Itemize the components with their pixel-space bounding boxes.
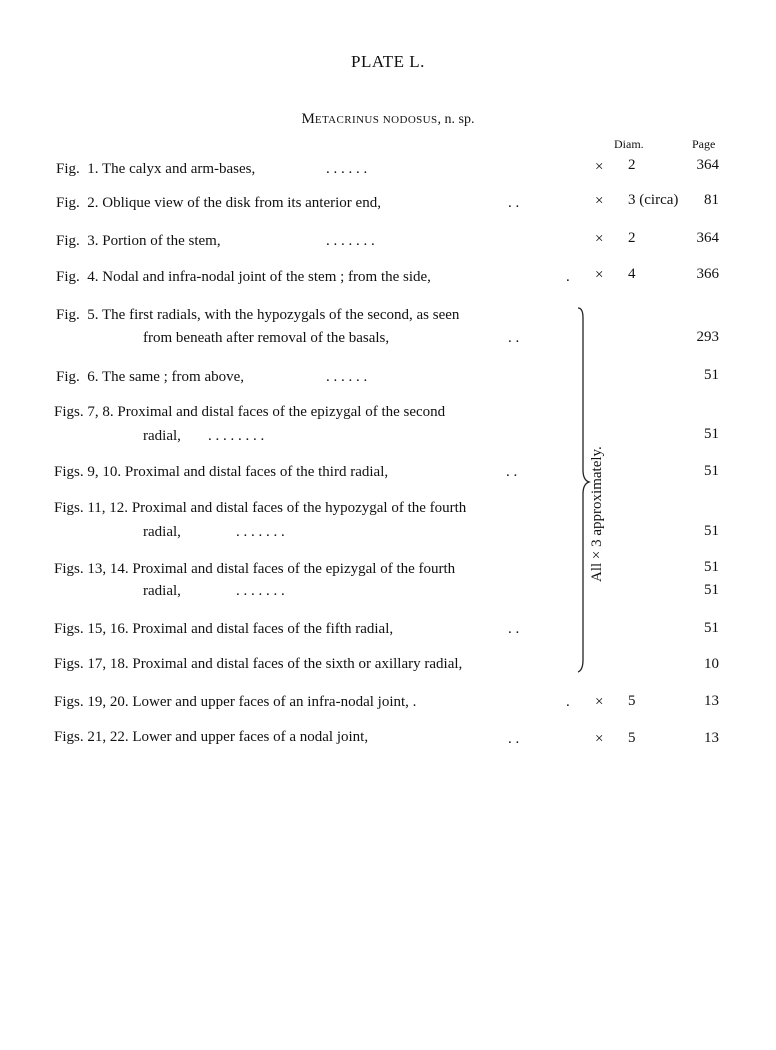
fig-description: Proximal and distal faces of the fifth radial,: [132, 621, 394, 637]
page-number: 51: [704, 620, 719, 636]
fig-description: Proximal and distal faces of the third radial,: [124, 464, 389, 480]
fig-number: 9, 10.: [87, 464, 122, 480]
leader-dots: . . . . . . .: [236, 583, 285, 599]
fig-label: Figs.: [54, 656, 84, 672]
fig-description: The calyx and arm-bases,: [102, 161, 256, 177]
genus-initial: M: [301, 111, 315, 127]
diameter-value: 2: [628, 157, 636, 173]
fig-description: Oblique view of the disk from its anterior end,: [102, 195, 381, 211]
fig-number: 4.: [87, 269, 99, 285]
bracket-note: All × 3 approximately.: [589, 446, 605, 582]
fig-number: 11, 12.: [87, 500, 129, 516]
fig-label: Fig.: [56, 307, 80, 323]
fig-label: Figs.: [54, 404, 84, 420]
diameter-value: 4: [628, 266, 636, 282]
fig-description-continued: radial,: [143, 583, 181, 599]
fig-description-continued: radial,: [143, 524, 181, 540]
table-row: [54, 655, 462, 673]
fig-description: Proximal and distal faces of the hypozygal of the fourth: [131, 500, 467, 516]
fig-label: Fig.: [56, 233, 80, 249]
leader-dots: . . . . . .: [326, 161, 368, 177]
fig-label: Fig.: [56, 269, 80, 285]
page-number: 293: [696, 329, 719, 345]
page-number: 51: [704, 426, 719, 442]
page-number: 51: [704, 559, 719, 575]
fig-label: Fig.: [56, 161, 80, 177]
fig-number: 2.: [87, 195, 99, 211]
page-number: 364: [696, 157, 719, 173]
table-row: [54, 560, 455, 578]
fig-label: Figs.: [54, 729, 84, 745]
fig-label: Figs.: [54, 694, 84, 710]
leader-dots: . .: [506, 464, 518, 480]
table-row: [56, 368, 244, 386]
fig-label: Figs.: [54, 500, 84, 516]
fig-number: 19, 20.: [87, 694, 129, 710]
fig-number: 17, 18.: [87, 656, 129, 672]
table-row: [56, 194, 381, 212]
leader-dots: .: [566, 694, 570, 710]
diameter-value: 2: [628, 230, 636, 246]
page-number: 51: [704, 367, 719, 383]
fig-label: Figs.: [54, 621, 84, 637]
fig-description-continued: radial,: [143, 428, 181, 444]
genus-rest: ETACRINUS: [314, 114, 380, 126]
table-row: [54, 499, 466, 517]
fig-description: Proximal and distal faces of the sixth or axillary radial,: [132, 656, 463, 672]
table-row: [56, 232, 221, 250]
page-number: 13: [704, 693, 719, 709]
times-sign: ×: [595, 267, 604, 283]
fig-number: 5.: [87, 307, 99, 323]
fig-number: 3.: [87, 233, 99, 249]
diameter-value: 5: [628, 693, 636, 709]
fig-number: 6.: [87, 369, 99, 385]
page-number: 366: [696, 266, 719, 282]
fig-description-continued: from beneath after removal of the basals,: [143, 330, 390, 346]
table-row: [54, 463, 388, 481]
fig-description: Proximal and distal faces of the epizygal of the second: [117, 404, 446, 420]
leader-dots: . .: [508, 195, 520, 211]
times-sign: ×: [595, 193, 604, 209]
table-row: [54, 728, 368, 746]
leader-dots: . . . . . .: [326, 369, 368, 385]
species-name: NODOSUS: [382, 114, 438, 126]
page-number: 51: [704, 523, 719, 539]
fig-description: Portion of the stem,: [102, 233, 221, 249]
plate-title: PLATE L.: [351, 52, 425, 71]
diameter-value: 3 (circa): [628, 192, 679, 208]
fig-label: Fig.: [56, 195, 80, 211]
leader-dots: . . . . . . .: [236, 524, 285, 540]
fig-description: Proximal and distal faces of the epizygal of the fourth: [132, 561, 456, 577]
diam-column-header: Diam.: [614, 137, 644, 151]
fig-description: Lower and upper faces of a nodal joint,: [132, 729, 369, 745]
fig-number: 15, 16.: [87, 621, 129, 637]
fig-number: 7, 8.: [87, 404, 114, 420]
table-row: [56, 306, 459, 324]
leader-dots: .: [566, 269, 570, 285]
page-column-header: Page: [692, 137, 716, 151]
fig-description: Lower and upper faces of an infra-nodal joint, .: [132, 694, 417, 710]
table-row: [54, 620, 393, 638]
times-sign: ×: [595, 159, 604, 175]
fig-number: 1.: [87, 161, 99, 177]
fig-label: Figs.: [54, 464, 84, 480]
fig-label: Figs.: [54, 561, 84, 577]
table-row: [56, 268, 431, 286]
leader-dots: . . . . . . . .: [208, 428, 265, 444]
page-number: 10: [704, 656, 719, 672]
fig-description: Nodal and infra-nodal joint of the stem ; from the side,: [102, 269, 431, 285]
page-number: 51: [704, 463, 719, 479]
table-row: [56, 160, 255, 178]
times-sign: ×: [595, 231, 604, 247]
page-number: 13: [704, 730, 719, 746]
page-number: 364: [696, 230, 719, 246]
fig-number: 21, 22.: [87, 729, 129, 745]
fig-label: Fig.: [56, 369, 80, 385]
times-sign: ×: [595, 731, 604, 747]
leader-dots: . .: [508, 621, 520, 637]
leader-dots: . .: [508, 731, 520, 747]
fig-description: The same ; from above,: [102, 369, 245, 385]
table-row: [54, 403, 445, 421]
fig-number: 13, 14.: [87, 561, 129, 577]
times-sign: ×: [595, 694, 604, 710]
leader-dots: . . . . . . .: [326, 233, 375, 249]
page-number: 81: [704, 192, 719, 208]
fig-description: The first radials, with the hypozygals of the second, as seen: [102, 307, 460, 323]
leader-dots: . .: [508, 330, 520, 346]
plate-subtitle: [0, 111, 776, 128]
species-suffix: , n. sp.: [437, 112, 475, 127]
table-row: [54, 693, 416, 711]
diameter-value: 5: [628, 730, 636, 746]
page-number: 51: [704, 582, 719, 598]
